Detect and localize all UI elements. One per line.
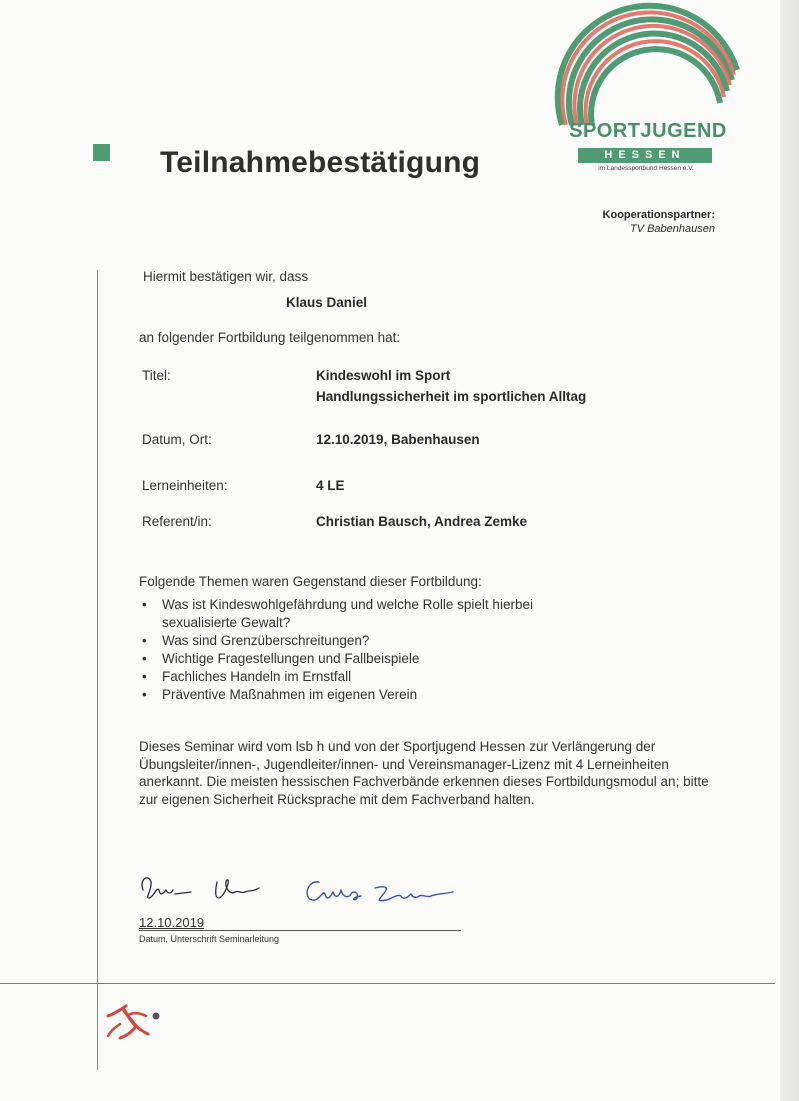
list-item: • Fachliches Handeln im Ernstfall <box>138 668 598 686</box>
speaker-value: Christian Bausch, Andrea Zemke <box>316 514 528 529</box>
partner-label: Kooperationspartner: <box>602 209 715 221</box>
list-item: • Was sind Grenzüberschreitungen? <box>138 632 598 650</box>
intro-text-2: an folgender Fortbildung teilgenommen hat: <box>139 330 401 345</box>
title-marker-square <box>93 144 110 161</box>
partner-name: TV Babenhausen <box>629 223 715 235</box>
list-item: • Wichtige Fragestellungen und Fallbeispiele <box>138 650 598 668</box>
course-title-line2: Handlungssicherheit im sportlichen Alltag <box>316 389 587 404</box>
handwritten-signatures <box>135 868 480 918</box>
logo-region-band: HESSEN <box>578 148 712 163</box>
cooperation-partner <box>520 208 715 236</box>
participant-name: Klaus Daniel <box>286 295 368 310</box>
document-title: Teilnahmebestätigung <box>160 146 481 179</box>
signature-line <box>139 930 461 931</box>
speaker-label: Referent/in: <box>142 514 212 529</box>
logo-brand: SPORTJUGEND <box>569 120 727 142</box>
page-edge <box>780 0 799 1101</box>
recognition-paragraph: Dieses Seminar wird vom lsb h und von der Sportjugend Hessen zur Verlängerung der Übungsleiter/innen-, Jugendleiter/innen- und Vereinsmanager-Lizenz mit 4 Lerneinheiten anerkannt. Die meisten hessischen Fachverbände erkennen dieses Fortbildungsmodul an; bitte zur eigenen Sicherheit Rücksprache mit dem Fachverband halten. <box>139 739 709 807</box>
intro-text: Hiermit bestätigen wir, dass <box>143 269 309 284</box>
signature-date: 12.10.2019 <box>139 915 205 930</box>
list-item: • Präventive Maßnahmen im eigenen Verein <box>138 686 598 704</box>
topics-intro: Folgende Themen waren Gegenstand dieser Fortbildung: <box>139 574 482 589</box>
list-item: • Was ist Kindeswohlgefährdung und welche Rolle spielt hierbei sexualisierte Gewalt? <box>138 596 598 632</box>
units-value: 4 LE <box>316 478 345 493</box>
footer-rule <box>0 983 775 984</box>
runner-icon <box>102 996 166 1044</box>
title-label: Titel: <box>142 368 171 383</box>
units-label: Lerneinheiten: <box>142 478 228 493</box>
logo-subline: im Landessportbund Hessen e.V. <box>598 165 694 172</box>
date-value: 12.10.2019, Babenhausen <box>316 432 480 447</box>
date-label: Datum, Ort: <box>142 432 212 447</box>
left-margin-rule <box>97 270 98 1070</box>
signature-caption: Datum, Unterschrift Seminarleitung <box>139 934 280 944</box>
topics-list <box>138 596 598 704</box>
course-title-line1: Kindeswohl im Sport <box>316 368 451 383</box>
